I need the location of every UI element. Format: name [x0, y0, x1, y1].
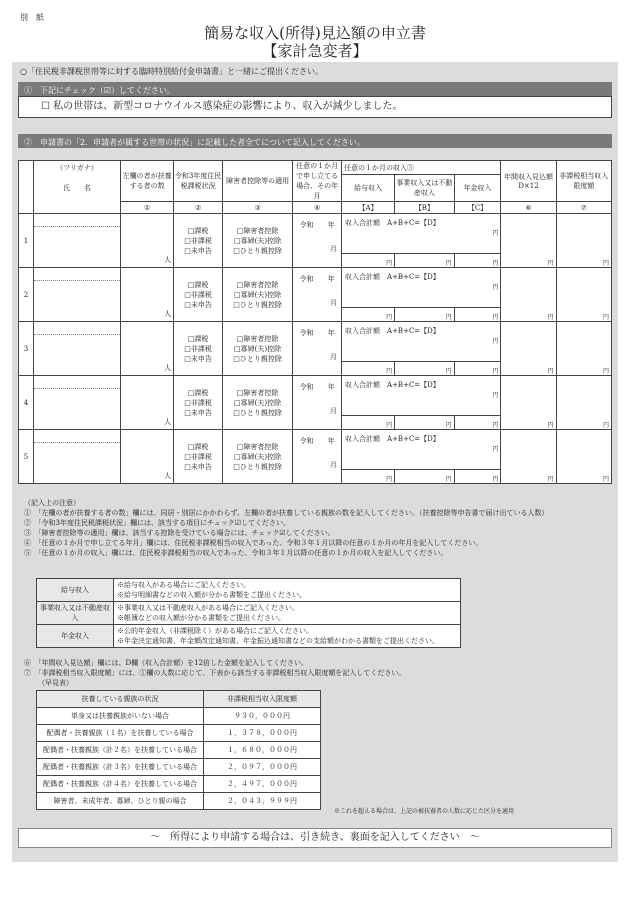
deduction-single-parent[interactable]: □ひとり親控除: [233, 354, 282, 363]
total-income-label: 収入合計額 A+B+C=【D】: [345, 273, 440, 281]
annual-income-header: 年間収入見込額D×12: [501, 161, 556, 202]
salary-field[interactable]: [342, 308, 395, 322]
total-income-field[interactable]: [342, 268, 501, 308]
attachment-tag: 別 紙: [20, 13, 44, 22]
person-unit: 人: [164, 256, 172, 264]
limit-table-wrap: [36, 690, 321, 810]
deduction-disability[interactable]: □障害者控除: [236, 280, 279, 289]
deduction-options[interactable]: [223, 268, 293, 322]
total-income-field[interactable]: [342, 322, 501, 362]
deduction-widow[interactable]: □寡婦(夫)控除: [234, 452, 282, 461]
yen-unit: 円: [492, 422, 499, 429]
total-income-label: 収入合計額 A+B+C=【D】: [345, 381, 440, 389]
limit-header: 非課税相当収入限度額: [556, 161, 611, 202]
row-number: 2: [19, 268, 34, 322]
household-row: [18, 213, 612, 268]
example-pension-label: 年金収入: [37, 625, 114, 648]
yen-unit: 円: [386, 260, 393, 267]
example-business-line2: ※帳簿などの収入額が分かる書類をご提出ください。: [117, 614, 285, 622]
note-2: ② 「令和3年度住民税課税状況」欄には、該当する項目にチェック☑してください。: [24, 519, 291, 527]
yen-unit: 円: [492, 284, 499, 291]
annual-income-field[interactable]: [501, 376, 556, 430]
yen-unit: 円: [492, 392, 499, 399]
example-salary-line2: ※給与明細書などの収入額が分かる書類をご提出ください。: [117, 591, 306, 599]
limit-field[interactable]: [556, 268, 611, 322]
example-pension-line1: ※公的年金収入（非課税除く）がある場合にご記入ください。: [117, 627, 313, 635]
kana-field[interactable]: [34, 268, 120, 281]
page-title: 簡易な収入(所得)見込額の申立書: [204, 24, 426, 42]
month-unit: 月: [330, 407, 338, 415]
reiwa-year: 令和 年: [299, 329, 335, 337]
name-field[interactable]: [33, 268, 120, 322]
deduction-widow[interactable]: □寡婦(夫)控除: [234, 398, 282, 407]
deduction-single-parent[interactable]: □ひとり親控除: [233, 408, 282, 417]
household-row: [18, 267, 612, 322]
yen-unit: 円: [547, 422, 554, 429]
limit-row-label: 配偶者・扶養親族（計４名）を扶養している場合: [37, 776, 204, 793]
col-num-2: ②: [174, 202, 223, 214]
yen-unit: 円: [492, 260, 499, 267]
business-field[interactable]: [395, 416, 455, 430]
col-num-6: ⑥: [501, 202, 556, 214]
business-field[interactable]: [395, 470, 455, 484]
tax-option-taxed[interactable]: □課税: [187, 442, 209, 451]
deduction-header: 障害者控除等の適用: [223, 161, 293, 202]
kana-header: （フリガナ）: [33, 161, 120, 175]
income-decrease-statement: ☐ 私の世帯は、新型コロナウイルス感染症の影響により、収入が減少しました。: [41, 101, 403, 112]
name-field[interactable]: [33, 322, 120, 376]
deduction-disability[interactable]: □障害者控除: [236, 388, 279, 397]
reiwa-year: 令和 年: [299, 383, 335, 391]
salary-field[interactable]: [342, 254, 395, 268]
yen-unit: 円: [602, 314, 609, 321]
person-unit: 人: [164, 364, 172, 372]
tax-option-taxed[interactable]: □課税: [187, 388, 209, 397]
month-field[interactable]: [293, 214, 342, 268]
notes-section: [24, 498, 612, 558]
dependents-header: 左欄の者が扶養する者の数: [121, 161, 174, 202]
household-table-wrap: [18, 160, 612, 484]
month-field[interactable]: [293, 376, 342, 430]
yen-unit: 円: [445, 368, 452, 375]
note-5: ⑤ 「任意の１か月の収入」欄には、住民税非課税相当の収入であった、令和３年１月以降の任意の１か月の収入を記入してください。: [24, 549, 448, 557]
deduction-single-parent[interactable]: □ひとり親控除: [233, 300, 282, 309]
limit-field[interactable]: [556, 430, 611, 484]
yen-unit: 円: [445, 476, 452, 483]
yen-unit: 円: [492, 368, 499, 375]
business-field[interactable]: [395, 308, 455, 322]
limit-field[interactable]: [556, 214, 611, 268]
limit-field[interactable]: [556, 376, 611, 430]
total-income-field[interactable]: [342, 376, 501, 416]
business-field[interactable]: [395, 362, 455, 376]
tax-status-header: 令和3年度住民税課税状況: [174, 161, 223, 202]
tax-option-taxed[interactable]: □課税: [187, 334, 209, 343]
pension-field[interactable]: [454, 416, 501, 430]
yen-unit: 円: [445, 422, 452, 429]
row-number: 3: [19, 322, 34, 376]
tax-status-options[interactable]: [174, 214, 223, 268]
yen-unit: 円: [602, 422, 609, 429]
household-row: [18, 375, 612, 430]
tax-option-nontaxed[interactable]: □非課税: [184, 290, 212, 299]
business-header: 事業収入又は不動産収入: [395, 175, 455, 202]
note-6: ⑥ 「年間収入見込額」欄には、D欄（収入合計額）を12倍した金額を記入してください。: [24, 659, 309, 667]
yen-unit: 円: [492, 476, 499, 483]
income-decrease-checkbox-row[interactable]: [18, 96, 612, 118]
name-field[interactable]: [33, 376, 120, 430]
month-unit: 月: [330, 299, 338, 307]
annual-income-field[interactable]: [501, 430, 556, 484]
deduction-options[interactable]: [223, 214, 293, 268]
household-row: [18, 321, 612, 376]
limit-row-label: 単身又は扶養親族がいない場合: [37, 708, 204, 725]
pension-field[interactable]: [454, 308, 501, 322]
limit-row-label: 配偶者・扶養親族（計２名）を扶養している場合: [37, 742, 204, 759]
deduction-widow[interactable]: □寡婦(夫)控除: [234, 290, 282, 299]
tax-option-undeclared[interactable]: □未申告: [184, 246, 212, 255]
household-table: [18, 160, 612, 214]
limit-head-amount: 非課税相当収入限度額: [204, 691, 321, 708]
pension-field[interactable]: [454, 362, 501, 376]
yen-unit: 円: [492, 338, 499, 345]
limit-row-label: 配偶者・扶養親族（１名）を扶養している場合: [37, 725, 204, 742]
business-field[interactable]: [395, 254, 455, 268]
yen-unit: 円: [547, 260, 554, 267]
yen-unit: 円: [386, 314, 393, 321]
col-num-4: ④: [293, 202, 342, 214]
col-num-1: ①: [121, 202, 174, 214]
household-rows: [18, 213, 612, 484]
col-num-3: ③: [223, 202, 293, 214]
total-income-label: 収入合計額 A+B+C=【D】: [345, 435, 440, 443]
yen-unit: 円: [445, 260, 452, 267]
yen-unit: 円: [492, 314, 499, 321]
col-num-7: ⑦: [556, 202, 611, 214]
quick-table-label: （早見表）: [38, 679, 73, 687]
pension-field[interactable]: [454, 254, 501, 268]
yen-unit: 円: [386, 422, 393, 429]
yen-unit: 円: [602, 260, 609, 267]
month-field[interactable]: [293, 268, 342, 322]
limit-row-label: 障害者、未成年者、寡婦、ひとり親の場合: [37, 793, 204, 810]
name-field[interactable]: [33, 430, 120, 484]
example-business-line1: ※事業収入又は不動産収入がある場合にご記入ください。: [117, 604, 299, 612]
submission-notice: ○「住民税非課税世帯等に対する臨時特別給付金申請書」と一緒にご提出ください。: [20, 67, 323, 76]
row-number: 5: [19, 430, 34, 484]
section2-bar: ② 申請書の「2．申請者が属する世帯の状況」に記載した者全てについて記入してください。: [18, 134, 612, 148]
yen-unit: 円: [386, 476, 393, 483]
annual-income-field[interactable]: [501, 214, 556, 268]
pension-header: 年金収入: [454, 175, 501, 202]
tax-status-options[interactable]: [174, 268, 223, 322]
name-header: 氏 名: [33, 175, 120, 202]
note-7: ⑦ 「非課税相当収入限度額」には、①欄の人数に応じて、下表から該当する非課税相当収入限度額を記入してください。: [24, 669, 406, 677]
tax-status-options[interactable]: [174, 322, 223, 376]
yen-unit: 円: [602, 476, 609, 483]
col-a: 【A】: [342, 202, 395, 214]
limit-note: ※これを超える場合は、上記の被扶養者の人数に応じた区分を適用: [334, 808, 515, 815]
yen-unit: 円: [547, 314, 554, 321]
total-income-label: 収入合計額 A+B+C=【D】: [345, 219, 440, 227]
example-salary-line1: ※給与収入がある場合にご記入ください。: [117, 581, 250, 589]
limit-row-amount: ２，４９７，０００円: [204, 776, 321, 793]
tax-option-undeclared[interactable]: □未申告: [184, 354, 212, 363]
limit-row-amount: ２，０９７，０００円: [204, 759, 321, 776]
annual-income-field[interactable]: [501, 322, 556, 376]
month-unit: 月: [330, 245, 338, 253]
yen-unit: 円: [386, 368, 393, 375]
person-unit: 人: [164, 310, 172, 318]
total-income-field[interactable]: [342, 214, 501, 254]
limit-field[interactable]: [556, 322, 611, 376]
tax-option-taxed[interactable]: □課税: [187, 226, 209, 235]
tax-status-options[interactable]: [174, 376, 223, 430]
reiwa-year: 令和 年: [299, 275, 335, 283]
tax-status-options[interactable]: [174, 430, 223, 484]
income-examples: [36, 578, 461, 648]
yen-unit: 円: [492, 230, 499, 237]
limit-row-amount: １，３７８，０００円: [204, 725, 321, 742]
household-row: [18, 429, 612, 484]
tax-option-undeclared[interactable]: □未申告: [184, 300, 212, 309]
deduction-disability[interactable]: □障害者控除: [236, 334, 279, 343]
note-4: ④ 「任意の１か月で申し立てる年月」欄には、住民税非課税相当の収入であった、令和３年１月以降の任意の１か月の年月を記入してください。: [24, 539, 483, 547]
tax-option-nontaxed[interactable]: □非課税: [184, 236, 212, 245]
limit-row-amount: ２，０４３，９９９円: [204, 793, 321, 810]
annual-income-field[interactable]: [501, 268, 556, 322]
deduction-options[interactable]: [223, 376, 293, 430]
deduction-widow[interactable]: □寡婦(夫)控除: [234, 236, 282, 245]
dependents-field[interactable]: [121, 214, 174, 268]
deduction-disability[interactable]: □障害者控除: [236, 442, 279, 451]
limit-row-amount: ９３０，０００円: [204, 708, 321, 725]
kana-field[interactable]: [34, 430, 120, 443]
tax-option-undeclared[interactable]: □未申告: [184, 408, 212, 417]
deduction-single-parent[interactable]: □ひとり親控除: [233, 246, 282, 255]
month-field[interactable]: [293, 430, 342, 484]
deduction-widow[interactable]: □寡婦(夫)控除: [234, 344, 282, 353]
reiwa-year: 令和 年: [299, 221, 335, 229]
income-examples-table: [36, 578, 461, 648]
salary-header: 給与収入: [342, 175, 395, 202]
row-number: 4: [19, 376, 34, 430]
limit-row-label: 配偶者・扶養親族（計３名）を扶養している場合: [37, 759, 204, 776]
income-group-header: 任意の１か月の収入⑤: [342, 161, 501, 175]
pension-field[interactable]: [454, 470, 501, 484]
example-salary-label: 給与収入: [37, 579, 114, 602]
note-3: ③ 「障害者控除等の適用」欄は、該当する控除を受けている場合には、チェック☑してください。: [24, 529, 335, 537]
kana-field[interactable]: [34, 322, 120, 335]
section1-bar: ① 下記にチェック（☑）してください。: [18, 82, 612, 96]
example-pension-line2: ※年金決定通知書、年金額改定通知書、年金振込通知書などの支給額がわかる書類をご提出ください。: [117, 637, 439, 645]
limit-table: [36, 690, 321, 810]
total-income-field[interactable]: [342, 430, 501, 470]
reiwa-year: 令和 年: [299, 437, 335, 445]
deduction-disability[interactable]: □障害者控除: [236, 226, 279, 235]
salary-field[interactable]: [342, 470, 395, 484]
notes-6-7: [24, 658, 612, 688]
month-header: 任意の１か月で申し立てる場合、その年月: [293, 161, 342, 202]
yen-unit: 円: [547, 476, 554, 483]
note-1: ① 「左欄の者が扶養する者の数」欄には、同居・別居にかかわらず、左欄の者が扶養している親族の数を記入してください。（扶養控除等申告書で届け出ている人数）: [24, 509, 549, 517]
col-c: 【C】: [454, 202, 501, 214]
month-field[interactable]: [293, 322, 342, 376]
total-income-label: 収入合計額 A+B+C=【D】: [345, 327, 440, 335]
tax-option-taxed[interactable]: □課税: [187, 280, 209, 289]
tax-option-undeclared[interactable]: □未申告: [184, 462, 212, 471]
limit-head-status: 扶養している親族の状況: [37, 691, 204, 708]
month-unit: 月: [330, 461, 338, 469]
footer-banner: ～ 所得により申請する場合は、引き続き、裏面を記入してください ～: [18, 828, 612, 848]
person-unit: 人: [164, 418, 172, 426]
yen-unit: 円: [547, 368, 554, 375]
example-business-label: 事業収入又は不動産収入: [37, 602, 114, 625]
dependents-field[interactable]: [121, 430, 174, 484]
deduction-options[interactable]: [223, 430, 293, 484]
deduction-single-parent[interactable]: □ひとり親控除: [233, 462, 282, 471]
dependents-field[interactable]: [121, 322, 174, 376]
row-number: 1: [19, 214, 34, 268]
page-subtitle: 【家計急変者】: [262, 42, 368, 60]
kana-field[interactable]: [34, 376, 120, 389]
tax-option-nontaxed[interactable]: □非課税: [184, 344, 212, 353]
yen-unit: 円: [492, 446, 499, 453]
person-unit: 人: [164, 472, 172, 480]
tax-option-nontaxed[interactable]: □非課税: [184, 398, 212, 407]
deduction-options[interactable]: [223, 322, 293, 376]
name-field[interactable]: [33, 214, 120, 268]
limit-row-amount: １，６８０，０００円: [204, 742, 321, 759]
kana-field[interactable]: [34, 214, 120, 227]
month-unit: 月: [330, 353, 338, 361]
notes-heading: （記入上の注意）: [24, 499, 80, 507]
dependents-field[interactable]: [121, 376, 174, 430]
yen-unit: 円: [445, 314, 452, 321]
salary-field[interactable]: [342, 362, 395, 376]
dependents-field[interactable]: [121, 268, 174, 322]
col-b: 【B】: [395, 202, 455, 214]
yen-unit: 円: [602, 368, 609, 375]
salary-field[interactable]: [342, 416, 395, 430]
tax-option-nontaxed[interactable]: □非課税: [184, 452, 212, 461]
